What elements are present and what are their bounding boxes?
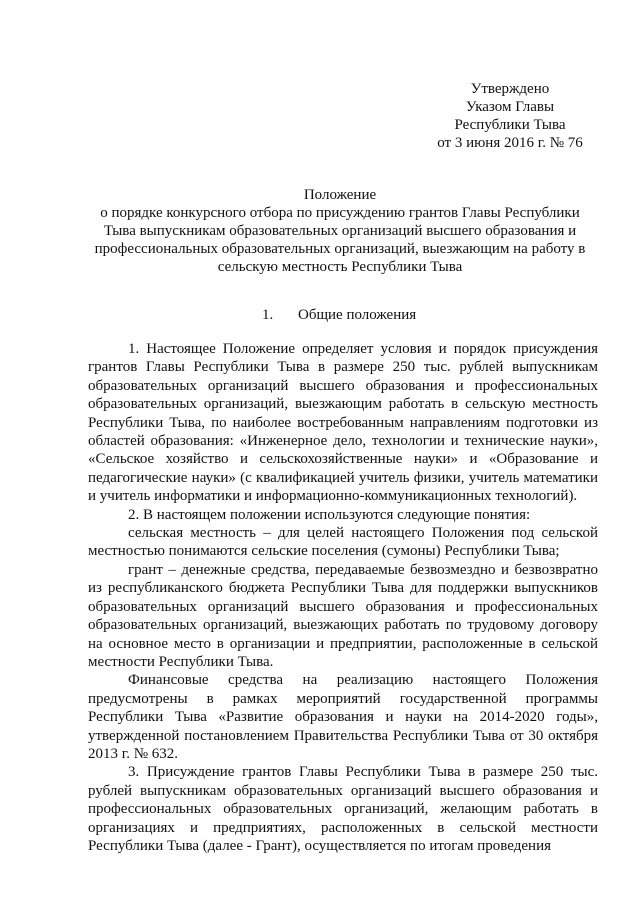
title-line: Тыва выпускникам образовательных организаций высшего образования и	[103, 223, 577, 239]
paragraph-grant-definition: грант – денежные средства, передаваемые безвозмездно и безвозвратно из республиканского бюджета Республики Тыва для поддержки выпускников образовательных организаций высшего образования и профессиональных образовательных организаций, выезжающих работать по трудовому договору на основное место в организации и предприятии, расположенные в сельской местности Республики Тыва.	[88, 561, 598, 670]
approval-line-decree: Указом Главы	[465, 99, 555, 115]
title-heading: Положение	[303, 187, 377, 203]
document-body	[88, 340, 598, 855]
title-line: сельскую местность Республики Тыва	[217, 259, 463, 275]
paragraph-rural-definition: сельская местность – для целей настоящего Положения под сельской местностью понимаются сельские поселения (сумоны) Республики Тыва;	[88, 525, 598, 560]
paragraph-funding: Финансовые средства на реализацию настоящего Положения предусмотрены в рамках мероприятий государственной программы Республики Тыва «Развитие образования и науки на 2014-2020 годы», утвержденной постановлением Правительства Республики Тыва от 30 октября 2013 г. № 632.	[88, 672, 598, 762]
approval-stamp	[420, 80, 600, 152]
title-line: профессиональных образовательных организаций, выезжающим на работу в	[94, 241, 586, 257]
section-heading	[262, 306, 416, 324]
approval-line-republic: Республики Тыва	[454, 117, 566, 133]
document-title	[80, 186, 600, 276]
section-title: Общие положения	[298, 307, 417, 323]
approval-line-approved: Утверждено	[470, 81, 550, 97]
approval-line-date: от 3 июня 2016 г. № 76	[437, 135, 583, 151]
paragraph-3: 3. Присуждение грантов Главы Республики Тыва в размере 250 тыс. рублей выпускникам образовательных организаций высшего образования и профессиональных образовательных организаций, желающим работать в организациях и предприятиях, расположенных в сельской местности Республики Тыва (далее - Грант), осуществляется по итогам проведения	[88, 764, 598, 854]
paragraph-1: 1. Настоящее Положение определяет условия и порядок присуждения грантов Главы Республики Тыва в размере 250 тыс. рублей выпускникам образовательных организаций высшего образования и профессиональных образовательных организаций, выезжающим работать в сельскую местность Республики Тыва, по наиболее востребованным направлениям подготовки из областей образования: «Инженерное дело, технологии и технические науки», «Сельское хозяйство и сельскохозяйственные науки» и «Образование и педагогические науки» (с квалификацией учитель физики, учитель математики и учитель информатики и информационно-коммуникационных технологий).	[88, 341, 598, 505]
paragraph-2: 2. В настоящем положении используются следующие понятия:	[128, 506, 531, 523]
title-line: о порядке конкурсного отбора по присуждению грантов Главы Республики	[100, 205, 580, 221]
section-number: 1.	[262, 307, 274, 323]
